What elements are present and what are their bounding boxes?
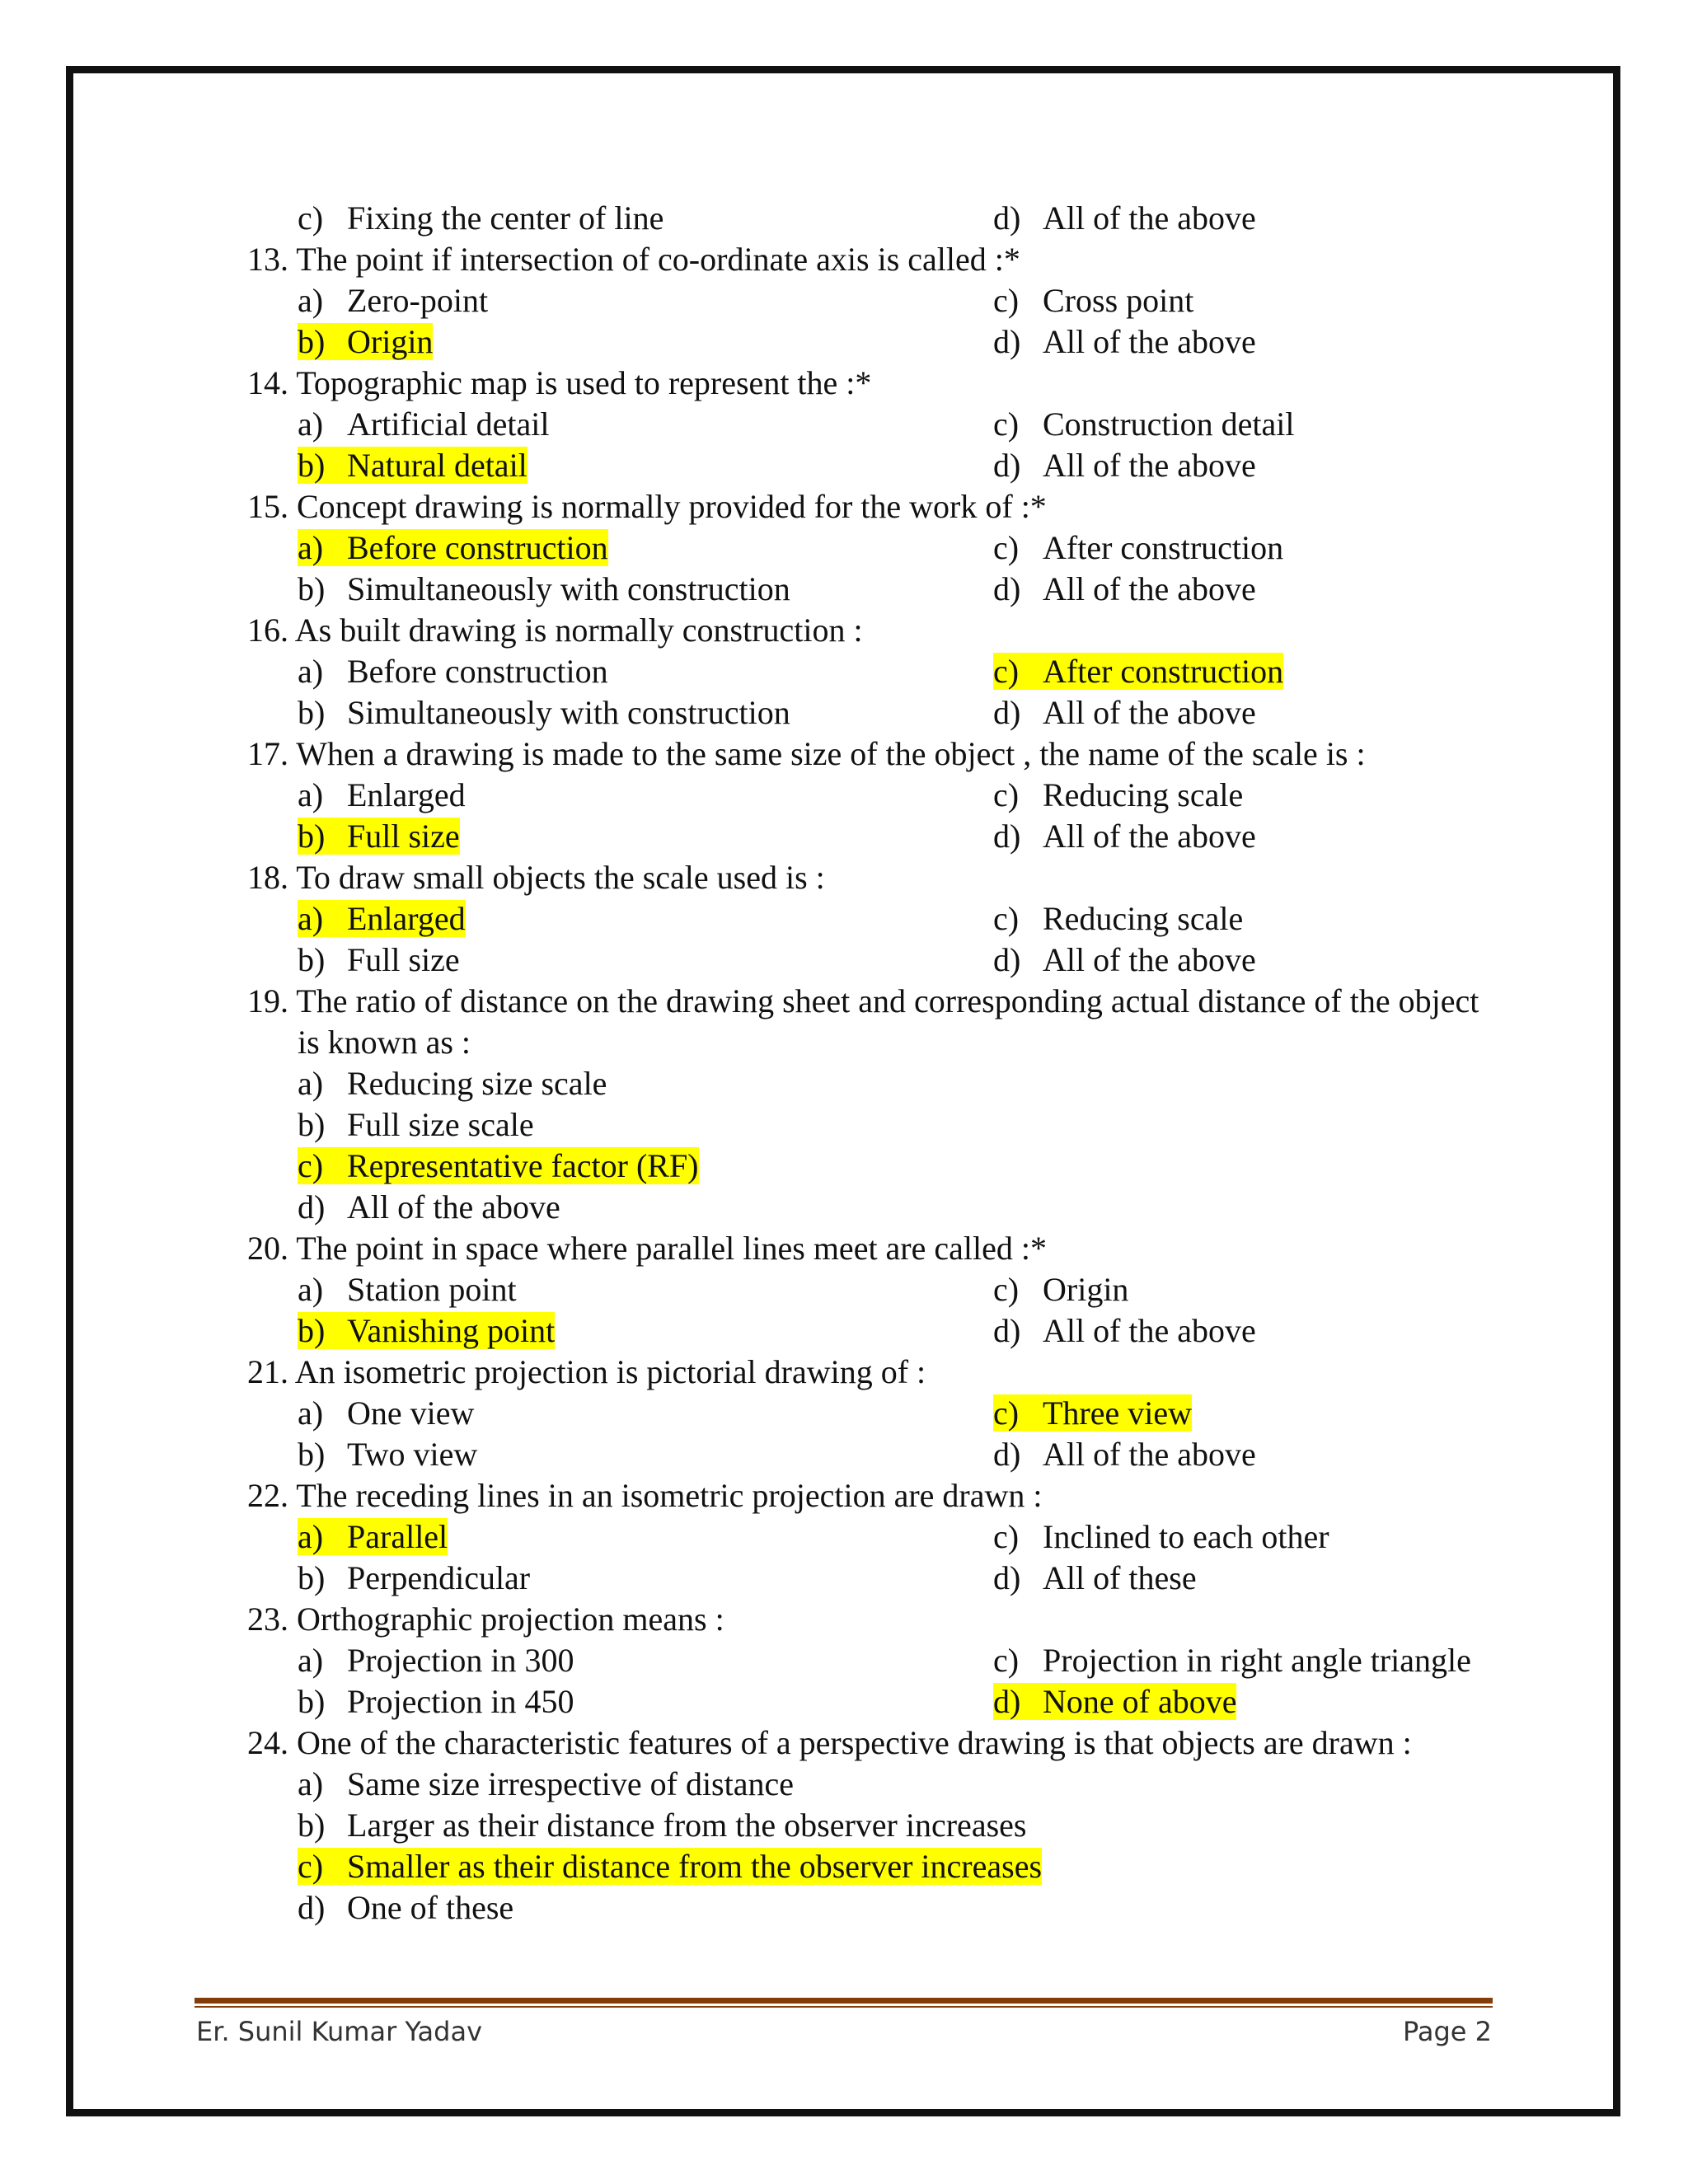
option-c-answer: c) Representative factor (RF) — [298, 1147, 699, 1184]
option-a-answer: a) Parallel — [298, 1518, 448, 1555]
option-a: a) Same size irrespective of distance — [298, 1765, 794, 1802]
option-a: a) Enlarged — [298, 776, 466, 813]
option-b: b) Full size — [298, 941, 460, 978]
option-d: d) All of the above — [298, 1188, 560, 1226]
page-number: Page 2 — [1403, 2016, 1492, 2047]
question-14: 14. Topographic map is used to represent the :* — [247, 364, 872, 401]
option-d-answer: d) None of above — [993, 1683, 1237, 1720]
option-d: d) One of these — [298, 1889, 514, 1926]
option-c: c) Origin — [993, 1271, 1129, 1308]
option-b: b) Simultaneously with construction — [298, 570, 790, 607]
option-d: d) All of the above — [993, 570, 1256, 607]
option-c: c) Inclined to each other — [993, 1518, 1329, 1555]
option-a: a) Station point — [298, 1271, 517, 1308]
option-d: d) All of the above — [993, 1436, 1256, 1473]
question-21: 21. An isometric projection is pictorial drawing of : — [247, 1353, 926, 1390]
option-c: c) Construction detail — [993, 405, 1295, 443]
option-b-answer: b) Full size — [298, 818, 460, 855]
question-15: 15. Concept drawing is normally provided for the work of :* — [247, 488, 1047, 525]
option-b: b) Simultaneously with construction — [298, 694, 790, 731]
question-19: 19. The ratio of distance on the drawing sheet and corresponding actual distance of the object — [247, 982, 1479, 1019]
option-d: d) All of the above — [993, 323, 1256, 360]
option-c: c) After construction — [993, 529, 1284, 566]
question-24: 24. One of the characteristic features of a perspective drawing is that objects are drawn : — [247, 1724, 1412, 1761]
option-b: b) Full size scale — [298, 1106, 534, 1143]
option-d: d) All of the above — [993, 1312, 1256, 1349]
question-19-continued: is known as : — [298, 1024, 471, 1061]
option-a: a) Artificial detail — [298, 405, 550, 443]
option-a-answer: a) Before construction — [298, 529, 608, 566]
option-c-answer: c) Smaller as their distance from the observer increases — [298, 1848, 1043, 1885]
option-c: c) Reducing scale — [993, 900, 1244, 937]
question-18: 18. To draw small objects the scale used is : — [247, 859, 825, 896]
option-c: c) Cross point — [993, 282, 1194, 319]
option-a: a) Reducing size scale — [298, 1065, 607, 1102]
option-d: d) All of the above — [993, 447, 1256, 484]
question-17: 17. When a drawing is made to the same size of the object , the name of the scale is : — [247, 735, 1366, 772]
question-23: 23. Orthographic projection means : — [247, 1601, 724, 1638]
option-b: b) Perpendicular — [298, 1559, 531, 1596]
question-22: 22. The receding lines in an isometric projection are drawn : — [247, 1477, 1043, 1514]
option-d: d) All of the above — [993, 941, 1256, 978]
option-b: b) Larger as their distance from the observer increases — [298, 1807, 1027, 1844]
option-d: d) All of these — [993, 1559, 1197, 1596]
option-b-answer: b) Vanishing point — [298, 1312, 556, 1349]
option-a: a) Projection in 300 — [298, 1642, 574, 1679]
question-16: 16. As built drawing is normally construction : — [247, 612, 863, 649]
option-c-answer: c) Three view — [993, 1394, 1193, 1432]
option-c: c) Fixing the center of line — [298, 199, 664, 237]
option-b-answer: b) Origin — [298, 323, 434, 360]
option-b: b) Two view — [298, 1436, 478, 1473]
option-a: a) One view — [298, 1394, 475, 1432]
option-a: a) Zero-point — [298, 282, 489, 319]
option-a: a) Before construction — [298, 653, 608, 690]
option-a-answer: a) Enlarged — [298, 900, 466, 937]
option-d: d) All of the above — [993, 199, 1256, 237]
option-b: b) Projection in 450 — [298, 1683, 574, 1720]
question-20: 20. The point in space where parallel lines meet are called :* — [247, 1230, 1047, 1267]
footer-author: Er. Sunil Kumar Yadav — [196, 2016, 482, 2047]
option-c: c) Projection in right angle triangle — [993, 1642, 1471, 1679]
option-b-answer: b) Natural detail — [298, 447, 528, 484]
option-c: c) Reducing scale — [993, 776, 1244, 813]
footer-rule — [195, 1998, 1493, 2004]
option-d: d) All of the above — [993, 694, 1256, 731]
footer-rule-thin — [195, 2006, 1493, 2008]
option-d: d) All of the above — [993, 818, 1256, 855]
question-13: 13. The point if intersection of co-ordinate axis is called :* — [247, 241, 1020, 278]
option-c-answer: c) After construction — [993, 653, 1284, 690]
